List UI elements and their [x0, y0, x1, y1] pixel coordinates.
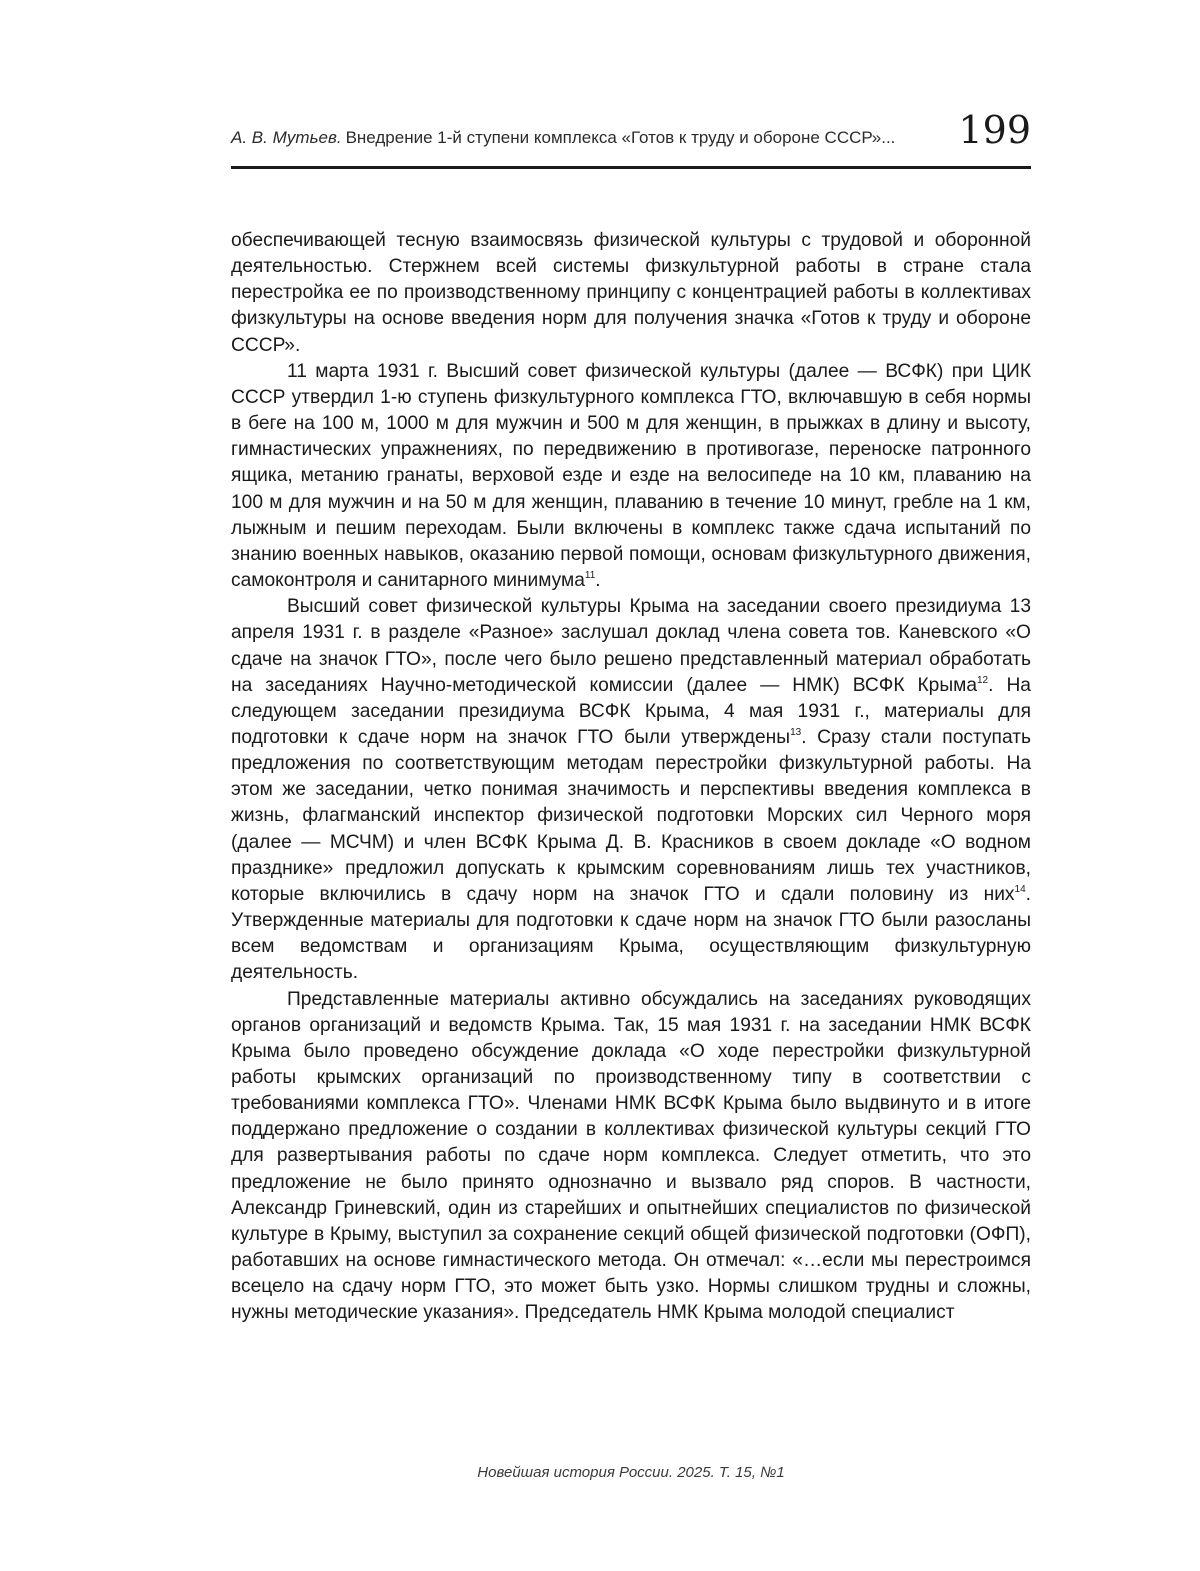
paragraph-3-text-b: . На следующем заседании президиума ВСФК Крыма, 4 мая 1931 г., материалы для подготовки к сдаче норм на значок ГТО были утверждены	[231, 674, 1031, 748]
footnote-ref-14: 14	[1014, 883, 1026, 895]
paragraph-3	[231, 594, 1031, 986]
author-name: А. В. Мутьев.	[231, 128, 342, 147]
paragraph-3-text-c: . Сразу стали поступать предложения по соответствующим методам перестройки физкультурной работы. На этом же заседании, четко понимая значимость и перспективы введения комплекса в жизнь, флагманский инспектор физической подготовки Морских сил Черного моря (далее — МСЧМ) и член ВСФК Крыма Д. В. Красников в своем докладе «О водном празднике» предложил допускать к крымским соревнованиям лишь тех участников, которые включились в сдачу норм на значок ГТО и сдали половину из них	[231, 726, 1031, 905]
article-title: Внедрение 1-й ступени комплекса «Готов к труду и обороне СССР»...	[345, 128, 896, 147]
paragraph-3-text-a: Высший совет физической культуры Крыма на заседании своего президиума 13 апреля 1931 г. в разделе «Разное» заслушал доклад члена совета тов. Каневского «О сдаче на значок ГТО», после чего было решено представленный материал обработать на заседаниях Научно-методической комиссии (далее — НМК) ВСФК Крыма	[231, 596, 1031, 696]
paragraph-3-text-d: . Утвержденные материалы для подготовки к сдаче норм на значок ГТО были разосланы всем ведомствам и организациям Крыма, осуществляющим физкультурную деятельность.	[231, 883, 1031, 984]
paragraph-1: обеспечивающей тесную взаимосвязь физической культуры с трудовой и оборонной деятельностью. Стержнем всей системы физкультурной работы в стране стала перестройка ее по производственному принципу с концентрацией работы в коллективах физкультуры на основе введения норм для получения значка «Готов к труду и обороне СССР».	[231, 230, 1031, 356]
footnote-ref-13: 13	[790, 726, 802, 738]
paragraph-2-text: 11 марта 1931 г. Высший совет физической культуры (далее — ВСФК) при ЦИК СССР утвердил 1-ю ступень физкультурного комплекса ГТО, включавшую в себя нормы в беге на 100 м, 1000 м для мужчин и 500 м для женщин, в прыжках в длину и высоту, гимнастических упражнениях, по передвижению в противогазе, переноске патронного ящика, метанию гранаты, верховой езде и езде на велосипеде на 10 км, плаванию на 100 м для мужчин и на 50 м для женщин, плаванию в течение 10 минут, гребле на 1 км, лыжным и пешим переходам. Были включены в комплекс также сдача испытаний по знанию военных навыков, оказанию первой помощи, основам физкультурного движения, самоконтроля и санитарного минимума	[231, 360, 1031, 592]
paragraph-2: 11 марта 1931 г. Высший совет физической культуры (далее — ВСФК) при ЦИК СССР утвердил 1-ю ступень физкультурного комплекса ГТО, включавшую в себя нормы в беге на 100 м, 1000 м для мужчин и 500 м для женщин, в прыжках в длину и высоту, гимнастических упражнениях, по передвижению в противогазе, переноске патронного ящика, метанию гранаты, верховой езде и езде на велосипеде на 10 км, плаванию на 100 м для мужчин и на 50 м для женщин, плаванию в течение 10 минут, гребле на 1 км, лыжным и пешим переходам. Были включены в комплекс также сдача испытаний по знанию военных навыков, оказанию первой помощи, основам физкультурного движения, самоконтроля и санитарного минимума$^{11}$.	[231, 360, 1031, 592]
page-number: 199	[958, 108, 1031, 152]
paragraph-4: Представленные материалы активно обсуждались на заседаниях руководящих органов организаций и ведомств Крыма. Так, 15 мая 1931 г. на заседании НМК ВСФК Крыма было проведено обсуждение доклада «О ходе перестройки физкультурной работы крымских организаций по производственному типу в соответствии с требованиями комплекса ГТО». Членами НМК ВСФК Крыма было выдвинуто и в итоге поддержано предложение о создании в коллективах физической культуры секций ГТО для развертывания работы по сдаче норм комплекса. Следует отметить, что это предложение не было принято однозначно и вызвало ряд споров. В частности, Александр Гриневский, один из старейших и опытнейших специалистов по физической культуре в Крыму, выступил за сохранение секций общей физической подготовки (ОФП), работавших на основе гимнастического метода. Он отмечал: «…если мы перестроимся всецело на сдачу норм ГТО, это может быть узко. Нормы слишком трудны и сложны, нужны методические указания». Председатель НМК Крыма молодой специалист	[231, 988, 1031, 1324]
running-head	[231, 108, 1031, 160]
header-rule	[231, 166, 1031, 169]
article-body	[231, 228, 1031, 1327]
journal-footer: Новейшая история России. 2025. Т. 15, №1	[477, 1464, 785, 1481]
running-head-line	[231, 128, 895, 148]
footnote-ref-12: 12	[977, 674, 989, 686]
footnote-ref-11: 11	[584, 570, 596, 582]
